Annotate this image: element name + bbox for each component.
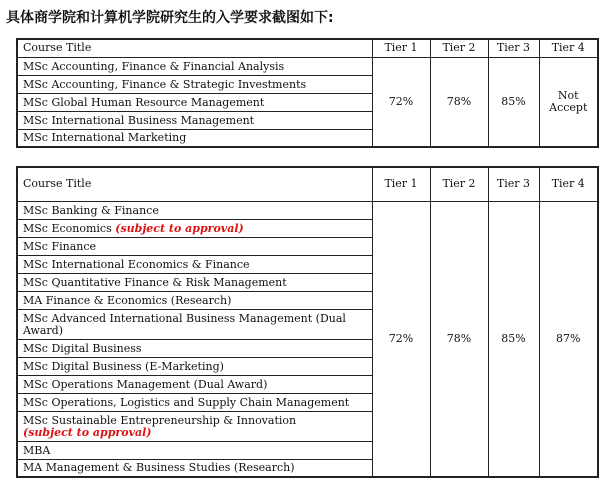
table-row	[17, 57, 598, 75]
table-row	[17, 201, 598, 219]
course-title: MSc Advanced International Business Management (Dual Award)	[17, 309, 372, 339]
entry-requirements-table-2	[16, 166, 599, 478]
tier-1-value: 72%	[372, 57, 430, 147]
page-heading: 具体商学院和计算机学院研究生的入学要求截图如下:	[6, 10, 334, 26]
course-title: MSc Sustainable Entrepreneurship & Innovation	[23, 413, 297, 427]
header-tier-4: Tier 4	[539, 167, 598, 201]
header-tier-2: Tier 2	[430, 167, 488, 201]
course-title: MA Finance & Economics (Research)	[17, 291, 372, 309]
tier-4-value: 87%	[539, 201, 598, 477]
course-title: MSc Quantitative Finance & Risk Management	[17, 273, 372, 291]
course-title: MSc Accounting, Finance & Financial Analysis	[17, 57, 372, 75]
header-course-title: Course Title	[17, 39, 372, 57]
table-header-row	[17, 39, 598, 57]
course-title: MSc Economics	[23, 221, 112, 235]
header-tier-1: Tier 1	[372, 167, 430, 201]
course-title-cell	[17, 219, 372, 237]
tier-2-value: 78%	[430, 201, 488, 477]
header-tier-3: Tier 3	[488, 39, 539, 57]
course-title: MA Management & Business Studies (Research)	[17, 459, 372, 477]
header-tier-2: Tier 2	[430, 39, 488, 57]
tier-3-value: 85%	[488, 201, 539, 477]
course-title: MSc Digital Business	[17, 339, 372, 357]
table-header-row	[17, 167, 598, 201]
approval-note: (subject to approval)	[115, 221, 244, 235]
course-title: MSc Finance	[17, 237, 372, 255]
header-tier-1: Tier 1	[372, 39, 430, 57]
header-tier-3: Tier 3	[488, 167, 539, 201]
tier-4-value: Not Accept	[539, 57, 598, 147]
course-title: MSc International Economics & Finance	[17, 255, 372, 273]
course-title: MBA	[17, 441, 372, 459]
course-title: MSc International Marketing	[17, 129, 372, 147]
course-title: MSc International Business Management	[17, 111, 372, 129]
tier-1-value: 72%	[372, 201, 430, 477]
course-title: MSc Operations, Logistics and Supply Chain Management	[17, 393, 372, 411]
course-title: MSc Banking & Finance	[17, 201, 372, 219]
course-title: MSc Operations Management (Dual Award)	[17, 375, 372, 393]
course-title: MSc Accounting, Finance & Strategic Investments	[17, 75, 372, 93]
header-course-title: Course Title	[17, 167, 372, 201]
tier-3-value: 85%	[488, 57, 539, 147]
header-tier-4: Tier 4	[539, 39, 598, 57]
entry-requirements-table-1	[16, 38, 599, 148]
course-title: MSc Digital Business (E-Marketing)	[17, 357, 372, 375]
tier-2-value: 78%	[430, 57, 488, 147]
course-title-cell	[17, 411, 372, 441]
approval-note: (subject to approval)	[23, 425, 152, 439]
course-title: MSc Global Human Resource Management	[17, 93, 372, 111]
